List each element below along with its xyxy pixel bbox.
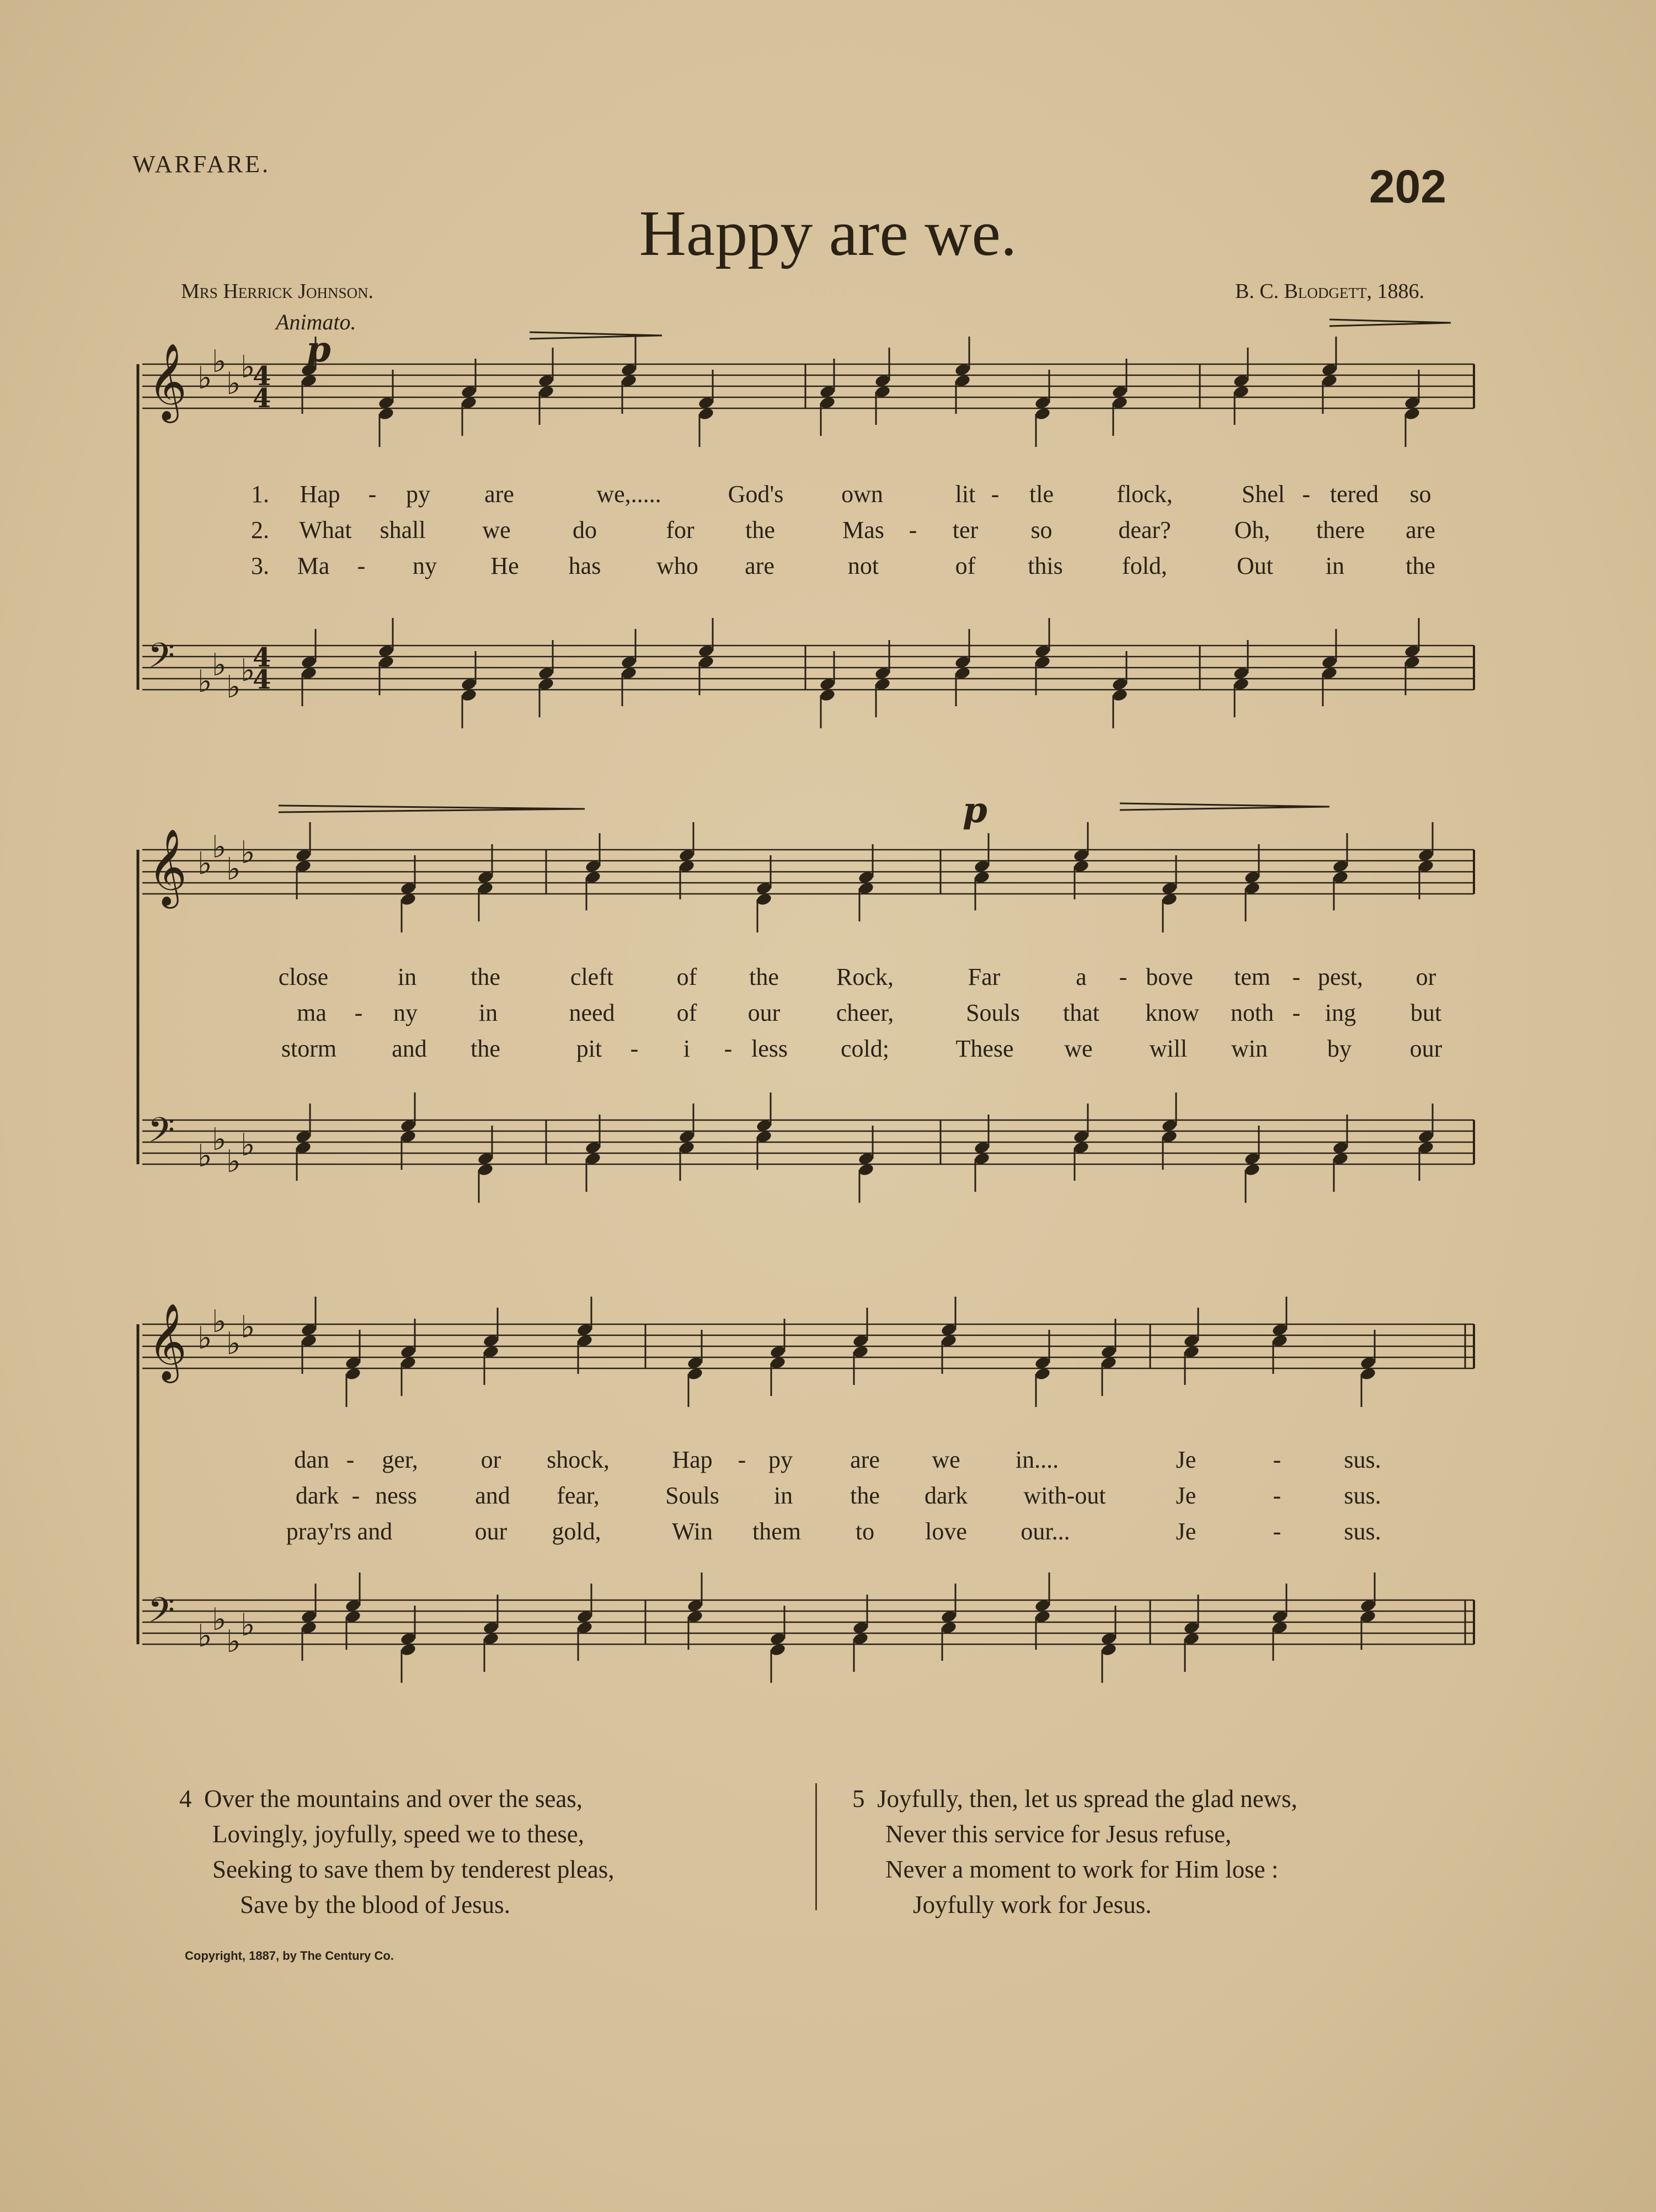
stanza-line: Joyfully work for Jesus.	[913, 1891, 1152, 1918]
verse-number: 1.	[251, 481, 269, 508]
lyric-syllable: pest,	[1318, 963, 1363, 990]
flat-icon: ♭	[241, 1607, 255, 1643]
lyric-syllable: dark	[295, 1482, 339, 1509]
time-signature-top: 4	[253, 642, 271, 673]
lyric-syllable: fear,	[557, 1482, 600, 1509]
flat-icon: ♭	[226, 669, 241, 705]
flat-icon: ♭	[197, 1618, 212, 1654]
stanza-line: Lovingly, joyfully, speed we to these,	[212, 1820, 585, 1848]
lyric-syllable: py	[768, 1446, 793, 1473]
lyric-syllable: ter	[952, 516, 979, 543]
lyric-syllable: -	[1302, 481, 1311, 508]
lyric-syllable: not	[847, 552, 879, 579]
lyric-syllable: sus.	[1344, 1518, 1381, 1545]
flat-icon: ♭	[212, 1122, 227, 1158]
lyric-syllable: will	[1149, 1035, 1188, 1062]
flat-icon: ♭	[212, 344, 227, 380]
flat-icon: ♭	[226, 366, 241, 402]
lyric-syllable: Je	[1176, 1446, 1196, 1473]
stanza-text: Over the mountains and over the seas,	[204, 1785, 583, 1813]
lyric-syllable: -	[351, 1482, 360, 1509]
stanza-divider	[815, 1783, 817, 1910]
lyric-syllable: we	[1064, 1035, 1093, 1062]
flat-icon: ♭	[197, 1138, 212, 1174]
hairpin	[530, 332, 662, 335]
lyric-syllable: What	[299, 516, 352, 543]
lyric-syllable: ny	[393, 999, 418, 1026]
lyric-syllable: know	[1145, 999, 1199, 1026]
lyric-syllable: that	[1063, 999, 1099, 1026]
lyric-syllable: are	[484, 481, 514, 508]
treble-clef-icon: 𝄞	[148, 829, 187, 905]
lyric-syllable: dark	[924, 1482, 968, 1509]
bass-clef-icon: 𝄢	[148, 635, 175, 684]
stanza-4	[179, 1781, 615, 1922]
stanza-line	[852, 1781, 1297, 1816]
lyric-syllable: of	[676, 999, 697, 1026]
lyric-syllable: our...	[1021, 1518, 1070, 1545]
lyric-syllable: and	[392, 1035, 427, 1062]
time-signature-top: 4	[253, 361, 271, 392]
lyric-syllable: noth	[1230, 999, 1274, 1026]
lyric-syllable: lit	[955, 481, 976, 508]
lyric-syllable: -	[368, 481, 377, 508]
lyric-syllable: Je	[1176, 1518, 1196, 1545]
lyric-line-s3-v3	[0, 1517, 1656, 1548]
lyric-syllable: do	[573, 516, 597, 543]
lyric-syllable: the	[850, 1482, 880, 1509]
lyric-syllable: in	[773, 1482, 793, 1509]
lyric-syllable: and	[475, 1482, 510, 1509]
stanza-number: 4	[179, 1785, 192, 1813]
lyric-syllable: our	[747, 999, 781, 1026]
lyric-syllable: cheer,	[836, 999, 894, 1026]
stanza-line: Save by the blood of Jesus.	[240, 1891, 510, 1918]
hairpin	[530, 335, 662, 339]
lyric-syllable: but	[1410, 999, 1442, 1026]
lyric-syllable: in	[478, 999, 498, 1026]
lyric-syllable: them	[752, 1518, 801, 1545]
lyric-syllable: need	[569, 999, 615, 1026]
lyric-syllable: Ma	[297, 552, 330, 579]
verse-number: 2.	[251, 516, 269, 543]
composer-credit: B. C. Blodgett, 1886.	[1235, 280, 1424, 303]
lyric-syllable: the	[471, 1035, 500, 1062]
stanza-line: Never this service for Jesus refuse,	[885, 1820, 1232, 1848]
lyric-syllable: a	[1076, 963, 1087, 990]
lyric-syllable: cleft	[570, 963, 614, 990]
lyric-syllable: -	[738, 1446, 746, 1473]
lyric-syllable: the	[745, 516, 775, 543]
flat-icon: ♭	[212, 1304, 227, 1340]
lyric-syllable: Hap	[672, 1446, 713, 1473]
lyric-syllable: sus.	[1344, 1482, 1381, 1509]
lyric-syllable: storm	[281, 1035, 337, 1062]
lyric-syllable: or	[1415, 963, 1436, 990]
lyric-syllable: who	[656, 552, 698, 579]
stanza-line: Seeking to save them by tenderest pleas,	[212, 1856, 615, 1883]
lyric-syllable: are	[745, 552, 774, 579]
lyric-syllable: of	[955, 552, 976, 579]
hymn-title: Happy are we.	[639, 197, 1017, 269]
lyric-syllable: ing	[1324, 999, 1356, 1026]
lyric-syllable: Out	[1237, 552, 1273, 579]
lyric-syllable: cold;	[841, 1035, 889, 1062]
flat-icon: ♭	[241, 653, 255, 689]
lyric-syllable: Rock,	[836, 963, 894, 990]
lyric-syllable: or	[480, 1446, 501, 1473]
lyric-syllable: fold,	[1122, 552, 1167, 579]
lyric-syllable: -	[724, 1035, 733, 1062]
flat-icon: ♭	[212, 829, 227, 865]
stanza-5	[852, 1781, 1297, 1922]
flat-icon: ♭	[226, 1624, 241, 1660]
lyric-syllable: Souls	[966, 999, 1020, 1026]
lyric-syllable: Win	[672, 1518, 713, 1545]
lyric-syllable: in....	[1015, 1446, 1059, 1473]
lyric-syllable: py	[406, 481, 430, 508]
lyric-syllable: the	[1406, 552, 1435, 579]
lyric-syllable: -	[991, 481, 1000, 508]
lyric-syllable: pit	[576, 1035, 602, 1062]
lyric-syllable: Shel	[1241, 481, 1285, 508]
hairpin	[1120, 807, 1329, 810]
time-signature-bottom: 4	[253, 383, 271, 414]
lyric-syllable: -	[1273, 1482, 1281, 1509]
lyric-syllable: ma	[297, 999, 327, 1026]
stanza-text: Joyfully, then, let us spread the glad news,	[877, 1785, 1297, 1813]
lyric-syllable: has	[568, 552, 601, 579]
lyric-syllable: -	[354, 999, 363, 1026]
treble-clef-icon: 𝄞	[148, 1303, 187, 1380]
lyric-syllable: the	[749, 963, 779, 990]
stanza-line: Never a moment to work for Him lose :	[885, 1856, 1279, 1883]
lyric-syllable: this	[1028, 552, 1063, 579]
flat-icon: ♭	[226, 851, 241, 887]
hairpin	[1329, 319, 1451, 323]
lyric-syllable: Je	[1176, 1482, 1196, 1509]
lyric-syllable: shall	[380, 516, 426, 543]
lyric-line-s2-v2	[0, 999, 1656, 1030]
hairpin	[279, 806, 585, 809]
lyric-syllable: are	[1406, 516, 1435, 543]
flat-icon: ♭	[212, 647, 227, 683]
lyric-syllable: we	[482, 516, 511, 543]
lyric-syllable: so	[1030, 516, 1053, 543]
lyric-syllable: pray'rs and	[286, 1518, 393, 1545]
stanza-line	[179, 1781, 615, 1816]
lyric-syllable: These	[955, 1035, 1014, 1062]
time-signature-bottom: 4	[253, 664, 271, 695]
lyric-syllable: Far	[968, 963, 1001, 990]
lyric-syllable: tle	[1029, 481, 1054, 508]
lyric-syllable: i	[683, 1035, 691, 1062]
flat-icon: ♭	[197, 846, 212, 882]
lyric-syllable: -	[630, 1035, 639, 1062]
lyric-syllable: our	[1409, 1035, 1443, 1062]
lyric-line-s1-v1	[0, 480, 1656, 511]
lyric-syllable: bove	[1146, 963, 1193, 990]
lyric-syllable: we,.....	[596, 481, 661, 508]
lyric-syllable: ger,	[382, 1446, 418, 1473]
lyric-line-s1-v3	[0, 552, 1656, 583]
lyric-syllable: by	[1327, 1035, 1351, 1062]
bass-clef-icon: 𝄢	[148, 1110, 175, 1159]
section-label: WARFARE.	[132, 151, 270, 178]
flat-icon: ♭	[241, 1127, 255, 1163]
copyright-notice: Copyright, 1887, by The Century Co.	[185, 1949, 394, 1963]
lyric-syllable: to	[855, 1518, 875, 1545]
lyric-syllable: sus.	[1344, 1446, 1381, 1473]
lyric-syllable: are	[850, 1446, 880, 1473]
lyric-line-s1-v2	[0, 516, 1656, 547]
lyric-syllable: -	[1119, 963, 1128, 990]
dynamic-piano: p	[306, 329, 331, 370]
lyric-line-s2-v3	[0, 1035, 1656, 1065]
hymn-number: 202	[1369, 161, 1446, 212]
treble-clef-icon: 𝄞	[148, 343, 187, 420]
lyric-syllable: -	[909, 516, 917, 543]
lyric-syllable: we	[932, 1446, 960, 1473]
lyric-syllable: Oh,	[1234, 516, 1270, 543]
lyric-syllable: with-out	[1023, 1482, 1106, 1509]
flat-icon: ♭	[197, 360, 212, 396]
lyric-syllable: Souls	[665, 1482, 719, 1509]
lyric-syllable: -	[1292, 963, 1301, 990]
lyric-syllable: gold,	[552, 1518, 601, 1545]
lyric-syllable: love	[925, 1518, 967, 1545]
lyric-syllable: -	[346, 1446, 355, 1473]
lyric-syllable: -	[357, 552, 366, 579]
flat-icon: ♭	[212, 1602, 227, 1638]
bass-clef-icon: 𝄢	[148, 1590, 175, 1639]
lyric-syllable: dear?	[1118, 516, 1171, 543]
lyric-syllable: He	[490, 552, 519, 579]
flat-icon: ♭	[197, 1320, 212, 1356]
lyric-syllable: in	[1325, 552, 1345, 579]
stanza-number: 5	[852, 1785, 865, 1813]
lyric-syllable: -	[1273, 1518, 1281, 1545]
lyric-syllable: the	[471, 963, 500, 990]
flat-icon: ♭	[241, 1309, 255, 1345]
hairpin	[279, 809, 585, 812]
lyric-syllable: ness	[375, 1482, 417, 1509]
lyric-syllable: less	[751, 1035, 788, 1062]
author-credit: Mrs Herrick Johnson.	[181, 280, 374, 303]
lyric-syllable: shock,	[547, 1446, 610, 1473]
lyric-syllable: Mas	[842, 516, 884, 543]
lyric-syllable: ny	[413, 552, 437, 579]
lyric-syllable: own	[841, 481, 883, 508]
verse-number: 3.	[251, 552, 269, 579]
lyric-syllable: close	[278, 963, 329, 990]
lyric-syllable: for	[666, 516, 695, 543]
flat-icon: ♭	[241, 349, 255, 385]
lyric-line-s2-v1	[0, 963, 1656, 994]
lyric-syllable: of	[676, 963, 697, 990]
flat-icon: ♭	[197, 664, 212, 700]
flat-icon: ♭	[226, 1326, 241, 1362]
lyric-syllable: dan	[294, 1446, 329, 1473]
hairpin	[1329, 323, 1451, 326]
lyric-syllable: -	[1292, 999, 1301, 1026]
lyric-syllable: God's	[728, 481, 784, 508]
lyric-syllable: so	[1409, 481, 1431, 508]
lyric-syllable: in	[397, 963, 417, 990]
lyric-syllable: Hap	[300, 481, 340, 508]
flat-icon: ♭	[226, 1144, 241, 1180]
hairpin	[1120, 803, 1329, 807]
lyric-line-s3-v2	[0, 1481, 1656, 1512]
flat-icon: ♭	[241, 835, 255, 871]
lyric-syllable: tered	[1330, 481, 1379, 508]
lyric-syllable: win	[1231, 1035, 1268, 1062]
lyric-syllable: tem	[1234, 963, 1270, 990]
dynamic-piano: p	[963, 790, 987, 831]
lyric-syllable: -	[1273, 1446, 1281, 1473]
lyric-syllable: flock,	[1117, 481, 1173, 508]
tempo-marking: Animato.	[276, 310, 356, 334]
lyric-line-s3-v1	[0, 1446, 1656, 1477]
lyric-syllable: there	[1316, 516, 1365, 543]
lyric-syllable: our	[474, 1518, 508, 1545]
